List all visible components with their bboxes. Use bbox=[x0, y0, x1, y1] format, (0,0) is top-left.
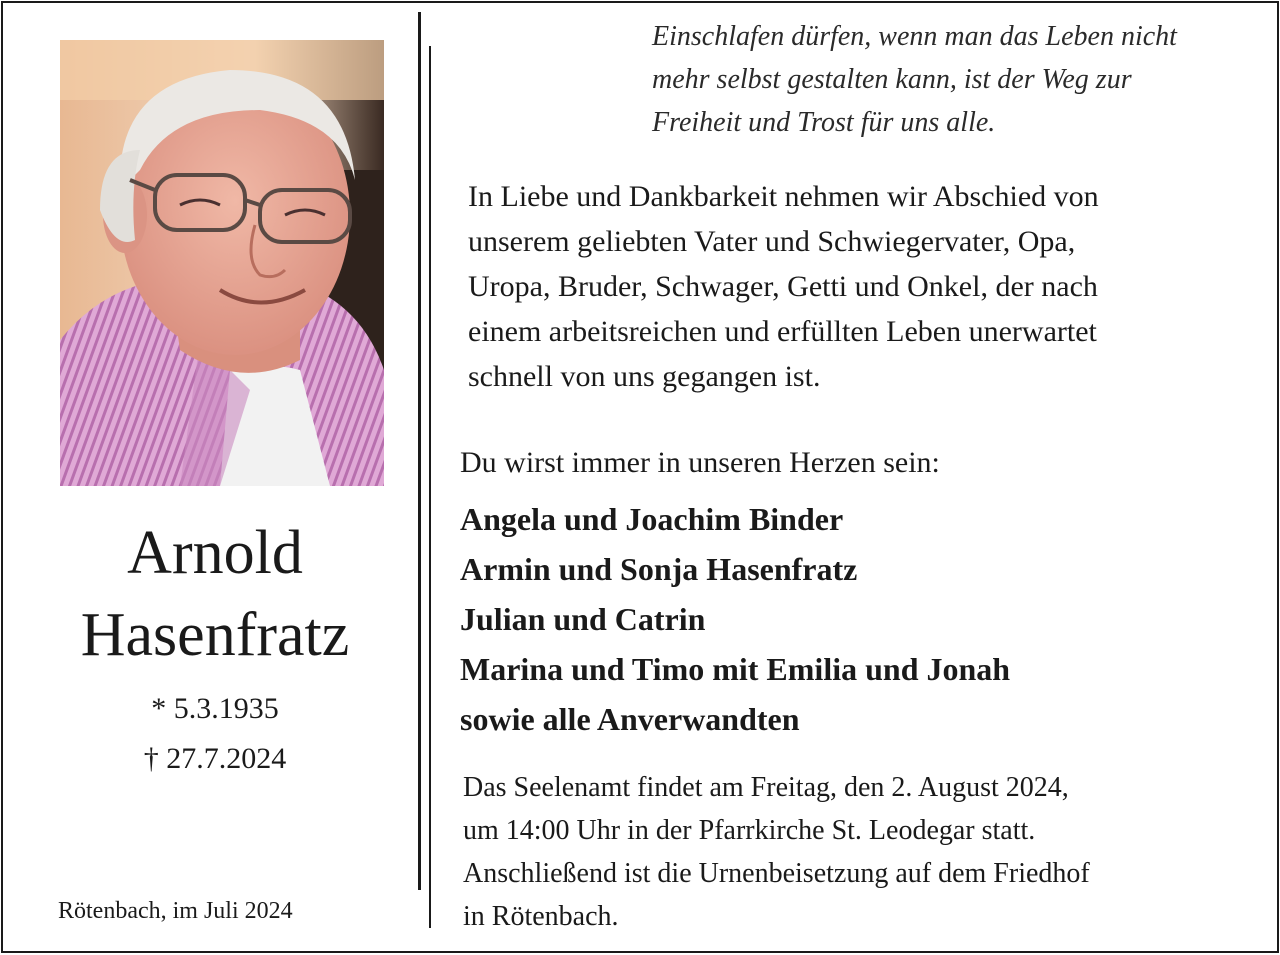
deceased-first-name: Arnold bbox=[127, 519, 303, 587]
place-and-date: Rötenbach, im Juli 2024 bbox=[58, 898, 293, 924]
motto-line: Freiheit und Trost für uns alle. bbox=[652, 107, 996, 138]
deceased-last-name: Hasenfratz bbox=[80, 601, 350, 669]
farewell-line: unserem geliebten Vater und Schwiegervater, Opa, bbox=[468, 225, 1076, 258]
family-list bbox=[460, 494, 1010, 744]
service-line: Das Seelenamt findet am Freitag, den 2. August 2024, bbox=[463, 772, 1069, 803]
portrait-illustration bbox=[60, 40, 384, 486]
family-member: sowie alle Anverwandten bbox=[460, 701, 800, 737]
birth-date: * 5.3.1935 bbox=[151, 692, 279, 725]
family-heading: Du wirst immer in unseren Herzen sein: bbox=[460, 446, 940, 479]
farewell-line: schnell von uns gegangen ist. bbox=[468, 360, 821, 393]
service-line: um 14:00 Uhr in der Pfarrkirche St. Leodegar statt. bbox=[463, 815, 1036, 846]
farewell-line: einem arbeitsreichen und erfüllten Leben unerwartet bbox=[468, 315, 1097, 348]
family-member: Julian und Catrin bbox=[460, 601, 706, 637]
farewell-line: Uropa, Bruder, Schwager, Getti und Onkel, der nach bbox=[468, 270, 1098, 303]
motto-line: mehr selbst gestalten kann, ist der Weg zur bbox=[652, 64, 1132, 95]
service-info bbox=[463, 766, 1263, 938]
family-member: Marina und Timo mit Emilia und Jonah bbox=[460, 651, 1011, 687]
farewell-text bbox=[468, 174, 1268, 399]
service-line: in Rötenbach. bbox=[463, 901, 619, 932]
service-line: Anschließend ist die Urnenbeisetzung auf dem Friedhof bbox=[463, 858, 1090, 889]
motto-quote bbox=[652, 15, 1272, 144]
death-date: † 27.7.2024 bbox=[143, 742, 287, 775]
motto-line: Einschlafen dürfen, wenn man das Leben nicht bbox=[652, 21, 1177, 52]
family-member: Angela und Joachim Binder bbox=[460, 501, 844, 537]
portrait-photo bbox=[60, 40, 384, 486]
farewell-line: In Liebe und Dankbarkeit nehmen wir Abschied von bbox=[468, 180, 1099, 213]
family-member: Armin und Sonja Hasenfratz bbox=[460, 551, 858, 587]
column-divider-inner bbox=[429, 46, 431, 928]
column-divider bbox=[418, 12, 421, 890]
